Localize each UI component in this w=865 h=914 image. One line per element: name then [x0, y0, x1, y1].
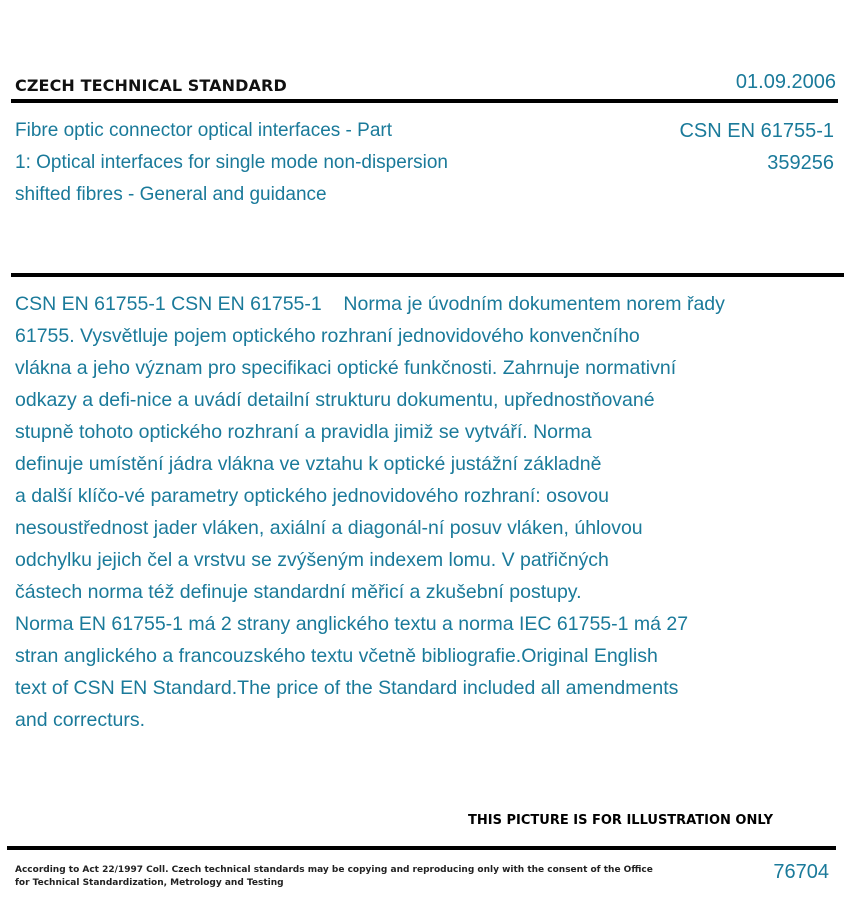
description-line: nesoustřednost jader vláken, axiální a diagonál-ní posuv vláken, úhlovou	[15, 517, 643, 539]
description-line: stran anglického a francouzského textu včetně bibliografie.Original English	[15, 645, 658, 667]
standard-title	[15, 115, 535, 211]
description-line: 61755. Vysvětluje pojem optického rozhraní jednovidového konvenčního	[15, 325, 640, 347]
legal-line: According to Act 22/1997 Coll. Czech technical standards may be copying and reproducing only with the consent of the Office	[15, 865, 653, 875]
description-line: vlákna a jeho význam pro specifikaci optické funkčnosti. Zahrnuje normativní	[15, 357, 677, 379]
header-divider	[11, 99, 838, 103]
title-line: shifted fibres - General and guidance	[15, 184, 327, 205]
description-line: stupně tohoto optického rozhraní a pravidla jimiž se vytváří. Norma	[15, 421, 592, 443]
description-line: CSN EN 61755-1 CSN EN 61755-1 Norma je úvodním dokumentem norem řady	[15, 293, 725, 315]
standard-description	[15, 288, 835, 736]
footer-divider	[7, 846, 836, 850]
description-line: Norma EN 61755-1 má 2 strany anglického textu a norma IEC 61755-1 má 27	[15, 613, 689, 635]
description-line: and correcturs.	[15, 709, 146, 731]
description-line: odchylku jejich čel a vrstvu se zvýšeným indexem lomu. V patřičných	[15, 549, 609, 571]
publication-date: 01.09.2006	[735, 71, 836, 93]
title-line: Fibre optic connector optical interfaces - Part	[15, 120, 393, 141]
description-line: odkazy a defi-nice a uvádí detailní strukturu dokumentu, upřednostňované	[15, 389, 655, 411]
legal-line: for Technical Standardization, Metrology and Testing	[15, 878, 284, 888]
description-line: text of CSN EN Standard.The price of the Standard included all amendments	[15, 677, 679, 699]
title-divider	[11, 273, 844, 277]
title-line: 1: Optical interfaces for single mode non-dispersion	[15, 152, 449, 173]
catalog-number: 359256	[767, 152, 834, 174]
standard-code: CSN EN 61755-1	[679, 120, 834, 142]
standard-codes	[679, 115, 834, 179]
description-line: částech norma též definuje standardní měřicí a zkušební postupy.	[15, 581, 582, 603]
page-number: 76704	[773, 861, 829, 883]
illustration-note: THIS PICTURE IS FOR ILLUSTRATION ONLY	[468, 813, 773, 828]
description-line: a další klíčo-vé parametry optického jednovidového rozhraní: osovou	[15, 485, 609, 507]
legal-notice	[15, 864, 653, 890]
description-line: definuje umístění jádra vlákna ve vztahu k optické justážní základně	[15, 453, 602, 475]
document-type-label: CZECH TECHNICAL STANDARD	[15, 76, 287, 95]
